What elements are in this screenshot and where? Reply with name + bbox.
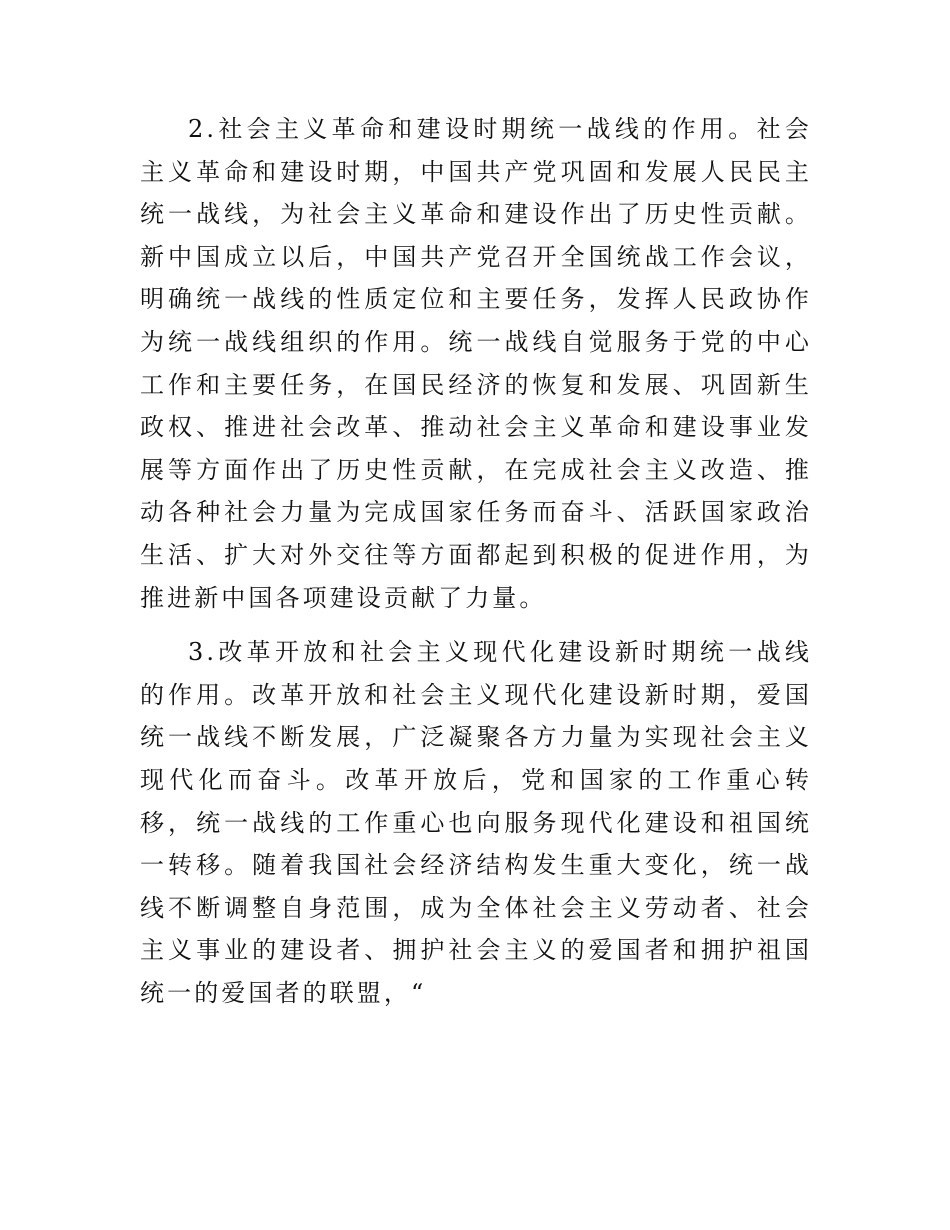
- document-body: [140, 108, 812, 1026]
- paragraph-reform-opening-period: 3.改革开放和社会主义现代化建设新时期统一战线的作用。改革开放和社会主义现代化建设新时期，爱国统一战线不断发展，广泛凝聚各方力量为实现社会主义现代化而奋斗。改革开放后，党和国家的工作重心转移，统一战线的工作重心也向服务现代化建设和祖国统一转移。随着我国社会经济结构发生重大变化，统一战线不断调整自身范围，成为全体社会主义劳动者、社会主义事业的建设者、拥护社会主义的爱国者和拥护祖国统一的爱国者的联盟，“: [140, 638, 812, 1007]
- paragraph-socialist-revolution-period: 2.社会主义革命和建设时期统一战线的作用。社会主义革命和建设时期，中国共产党巩固和发展人民民主统一战线，为社会主义革命和建设作出了历史性贡献。新中国成立以后，中国共产党召开全国统战工作会议，明确统一战线的性质定位和主要任务，发挥人民政协作为统一战线组织的作用。统一战线自觉服务于党的中心工作和主要任务，在国民经济的恢复和发展、巩固新生政权、推进社会改革、推动社会主义革命和建设事业发展等方面作出了历史性贡献，在完成社会主义改造、推动各种社会力量为完成国家任务而奋斗、活跃国家政治生活、扩大对外交往等方面都起到积极的促进作用，为推进新中国各项建设贡献了力量。: [140, 115, 812, 612]
